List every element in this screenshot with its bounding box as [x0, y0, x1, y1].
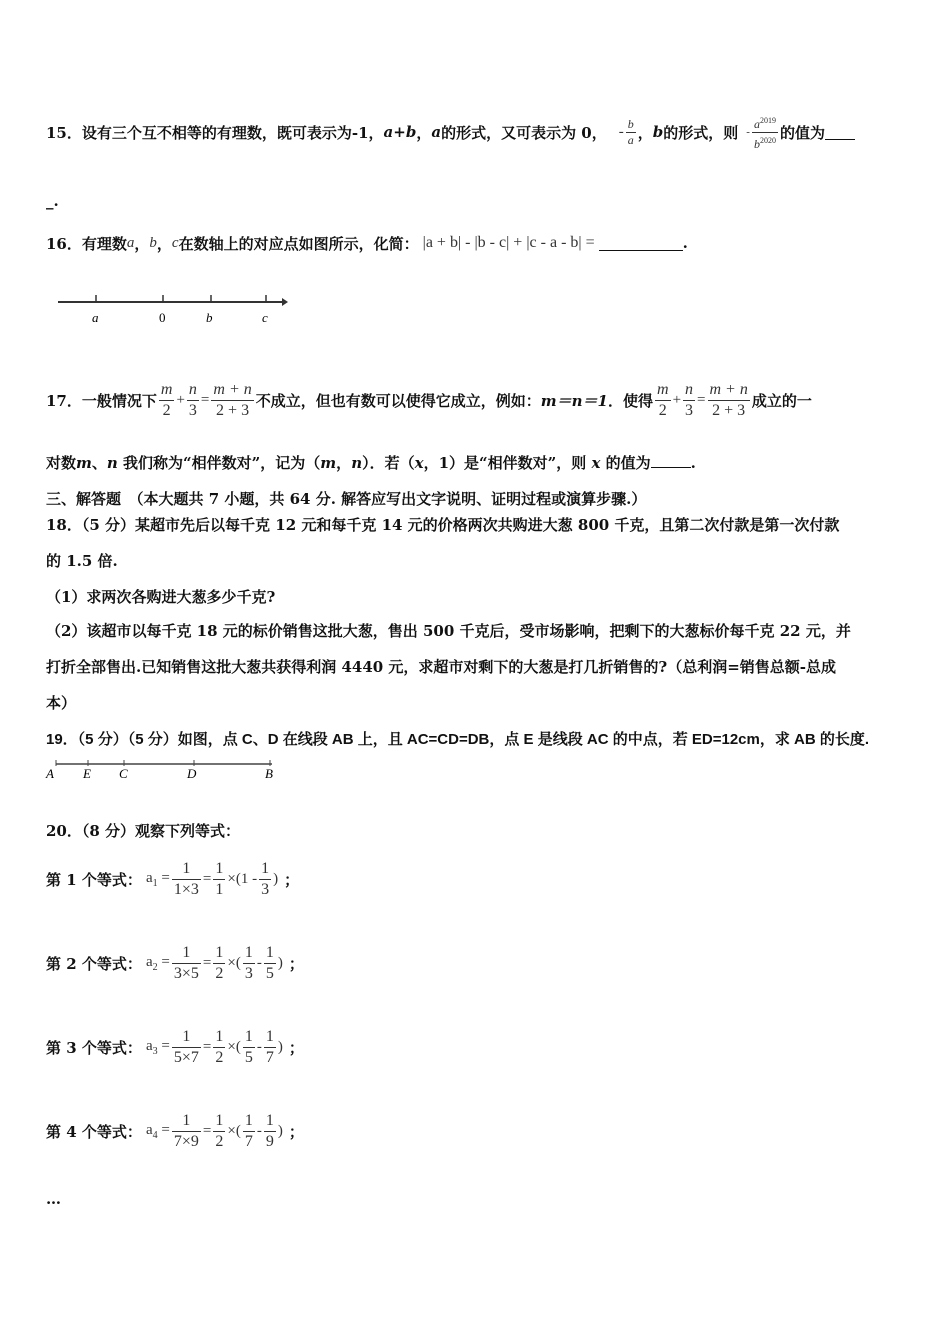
equation-1: 第 1 个等式： $a_1$ = $\frac{1}{1\times 3}$ = $\frac{1}{1}$ ×( 1 - $\frac{1}{3}$ ) ；	[46, 859, 300, 898]
q17-eq-b: =	[697, 391, 706, 408]
axis-label-b: b	[206, 310, 213, 325]
q19-text: 19．（5 分）（5 分）如图，点 C、D 在线段 AB 上，且 AC=CD=DB，点 E 是线段 AC 的中点，若 ED=12cm，求 AB 的长度.	[46, 731, 870, 748]
equation-2-label: 第 2 个等式：	[46, 954, 142, 973]
q15-frac1-den: a	[627, 132, 634, 147]
equation-3-a: $a_3$ =	[146, 1037, 170, 1057]
equation-3-half: $\frac{1}{2}$	[215, 1027, 224, 1066]
q17-text-d: 成立的一	[751, 391, 812, 410]
q16-end: .	[682, 234, 688, 252]
q16-number: 16．	[46, 234, 82, 253]
q16-text-a: 有理数	[81, 234, 127, 253]
q18-line-2: 的 1.5 倍.	[46, 552, 118, 570]
equation-4: 第 4 个等式： $a_4$ = $\frac{1}{7\times 9}$ = $\frac{1}{2}$ ×( $\frac{1}{7}$ - $\frac{1}{9}$ ) ；	[46, 1111, 304, 1150]
equation-1-p2: 3	[261, 880, 270, 898]
q17-end: .	[690, 454, 696, 472]
q16-text-b: 在数轴上的对应点如图所示，化简：	[178, 234, 419, 253]
q17-m: m	[76, 454, 92, 472]
q17-number: 17．	[46, 391, 82, 410]
q16-var-a: a	[126, 234, 135, 251]
q15-frac2	[752, 113, 778, 152]
q15-frac1	[626, 117, 636, 148]
q18-line-5: 打折全部售出.已知销售这批大葱共获得利润 4440 元，求超市对剩下的大葱是打几折销售的?（总利润=销售总额-总成	[46, 658, 837, 676]
seg-label-A: A	[46, 766, 54, 781]
q17-x: x	[414, 454, 424, 472]
q17-n: n	[106, 454, 118, 472]
q17-frac-m2-b	[655, 380, 671, 421]
equation-3-frac: $\frac{1}{5\times 7}$	[173, 1027, 199, 1066]
q15-text-a: 设有三个互不相等的有理数，既可表示为-1，	[81, 123, 384, 142]
q18-line-4: （2）该超市以每千克 18 元的标价销售这批大葱，售出 500 千克后，受市场影响，把剩下的大葱标价每千克 22 元，并	[46, 622, 851, 640]
equation-1-a: $a_1$ =	[146, 869, 170, 889]
q17-frac-sum	[211, 380, 253, 421]
q17-text-a: 一般情况下	[81, 391, 157, 410]
q17-plus: +	[176, 391, 185, 408]
axis-label-c: c	[262, 310, 268, 325]
section-3-heading: 三、解答题 （本大题共 7 小题，共 64 分. 解答应写出文字说明、证明过程或演算步骤.）	[46, 490, 647, 508]
q20-ellipsis: …	[46, 1190, 61, 1208]
q17-plus-b: +	[672, 391, 682, 408]
equation-3-label: 第 3 个等式：	[46, 1038, 142, 1057]
equation-1-den: 1×3	[173, 880, 199, 898]
q17-sep: 、	[91, 454, 107, 472]
q15-a-plus-b: a+b	[383, 123, 417, 141]
q17-frac-m2	[159, 380, 175, 421]
q16-number-line	[56, 290, 288, 330]
equation-4-p2-frac: $\frac{1}{9}$	[265, 1111, 274, 1150]
q15-frac2-num-exp: 2019	[759, 115, 776, 125]
q17-frac-sum-b-num: m + n	[709, 380, 748, 398]
q15-frac1-sign: -	[618, 123, 624, 140]
equation-1-sub: 1	[152, 877, 158, 889]
q17-line2-d: ）．若（	[362, 454, 415, 472]
q17-frac-m2-num: m	[160, 380, 173, 398]
question-16	[46, 228, 688, 258]
equation-4-p2: 9	[265, 1132, 274, 1150]
axis-label-a: a	[92, 310, 99, 325]
equation-3-sub: 3	[152, 1045, 158, 1057]
equation-2-a: $a_2$ =	[146, 953, 170, 973]
equation-3-p1: 5	[244, 1048, 253, 1066]
q17-n-2: n	[351, 454, 363, 472]
q16-sep-1: ，	[134, 234, 150, 253]
q17-frac-m2-b-den: 2	[655, 400, 671, 421]
equation-4-label: 第 4 个等式：	[46, 1122, 142, 1141]
q15-text-e: 的值为	[779, 123, 825, 142]
equation-2-half: $\frac{1}{2}$	[215, 943, 224, 982]
seg-label-E: E	[83, 766, 91, 781]
equation-2-p1-frac: $\frac{1}{3}$	[244, 943, 253, 982]
q17-frac-m2-b-num: m	[657, 380, 669, 398]
q15-number: 15．	[46, 123, 82, 142]
equation-2-p1: 3	[244, 964, 253, 982]
q17-line2-a: 对数	[46, 454, 77, 472]
equation-3-den: 5×7	[173, 1048, 199, 1066]
q15-frac2-den-exp: 2020	[759, 135, 776, 145]
equation-1-half-den: 1	[215, 880, 224, 898]
equation-1-label: 第 1 个等式：	[46, 870, 142, 889]
equation-2-p2-frac: $\frac{1}{5}$	[265, 943, 274, 982]
seg-label-D: D	[187, 766, 197, 781]
q17-example: m＝n＝1	[540, 391, 608, 410]
equation-3: 第 3 个等式： $a_3$ = $\frac{1}{5\times 7}$ = $\frac{1}{2}$ ×( $\frac{1}{5}$ - $\frac{1}{7}$ ) ；	[46, 1027, 304, 1066]
equation-2-frac: $\frac{1}{3\times 5}$	[173, 943, 199, 982]
q17-line2-e: ，1）是“相伴数对”，则	[423, 454, 592, 472]
equation-3-half-den: 2	[215, 1048, 224, 1066]
q17-frac-n3-num: n	[188, 380, 197, 398]
q17-answer-blank	[651, 453, 691, 468]
q15-a: a	[431, 123, 442, 141]
q17-frac-n3-den: 3	[188, 401, 197, 419]
q17-frac-sum-b-den: 2 + 3	[708, 400, 750, 421]
equation-4-sub: 4	[152, 1129, 158, 1141]
q17-frac-m2-den: 2	[159, 400, 175, 421]
q17-line2-b: 我们称为“相伴数对”，记为（	[117, 454, 321, 472]
q17-frac-n3-b	[683, 380, 695, 421]
q18-line-6: 本）	[46, 694, 77, 712]
q17-text-c: ．使得	[607, 391, 653, 410]
question-15	[46, 104, 855, 160]
q15-text-d: 的形式，则	[663, 123, 739, 142]
q16-sep-2: ，	[156, 234, 172, 253]
q20-intro: 20．（8 分）观察下列等式：	[46, 822, 241, 840]
equation-2-den: 3×5	[173, 964, 199, 982]
q17-line2-c: ，	[336, 454, 352, 472]
q16-expression: |a + b| - |b - c| + |c - a - b| =	[422, 234, 595, 251]
q17-line2-f: 的值为	[600, 454, 651, 472]
q18-line-1: 18．（5 分）某超市先后以每千克 12 元和每千克 14 元的价格两次共购进大葱 800 千克，且第二次付款是第一次付款	[46, 516, 840, 534]
q15-text-b: 的形式，又可表示为 0，	[441, 123, 607, 142]
equation-4-half-den: 2	[215, 1132, 224, 1150]
equation-1-p1: 1	[240, 870, 249, 887]
q17-text-b: 不成立，但也有数可以使得它成立，例如：	[255, 391, 541, 410]
equation-4-p1-frac: $\frac{1}{7}$	[244, 1111, 253, 1150]
equation-2-p2: 5	[265, 964, 274, 982]
question-17-line-2	[46, 452, 696, 473]
q19-segment-figure	[44, 758, 280, 786]
q15-answer-blank	[825, 125, 855, 140]
q15-frac2-sign: -	[746, 126, 750, 138]
q16-var-c: c	[171, 234, 179, 251]
q15-frac2-num: a	[753, 116, 760, 131]
q15-frac1-num: b	[627, 116, 634, 131]
q17-m-2: m	[320, 454, 337, 472]
q17-x-2: x	[591, 454, 601, 472]
seg-label-B: B	[265, 766, 273, 781]
q15-text-c: ，	[637, 123, 653, 142]
q18-line-3: （1）求两次各购进大葱多少千克?	[46, 588, 276, 606]
equation-2-half-den: 2	[215, 964, 224, 982]
equation-1-p2-frac: $\frac{1}{3}$	[261, 859, 270, 898]
q17-frac-sum-den: 2 + 3	[211, 400, 253, 421]
equation-4-half: $\frac{1}{2}$	[215, 1111, 224, 1150]
q17-frac-n3	[187, 380, 199, 421]
q16-var-b: b	[149, 234, 157, 251]
q17-frac-sum-num: m + n	[213, 380, 252, 398]
equation-3-p1-frac: $\frac{1}{5}$	[244, 1027, 253, 1066]
q15-comma: ，	[416, 123, 432, 142]
equation-3-p2-frac: $\frac{1}{7}$	[265, 1027, 274, 1066]
equation-1-half: $\frac{1}{1}$	[215, 859, 224, 898]
equation-4-p1: 7	[244, 1132, 253, 1150]
equation-3-p2: 7	[265, 1048, 274, 1066]
equation-4-a: $a_4$ =	[146, 1121, 170, 1141]
q16-answer-blank	[599, 236, 683, 251]
equation-2: 第 2 个等式： $a_2$ = $\frac{1}{3\times 5}$ = $\frac{1}{2}$ ×( $\frac{1}{3}$ - $\frac{1}{5}$ ) ；	[46, 943, 304, 982]
q15-continuation: _.	[46, 192, 59, 210]
q17-frac-n3-b-num: n	[685, 380, 694, 398]
seg-label-C: C	[119, 766, 128, 781]
question-17	[46, 368, 812, 432]
equation-1-frac: $\frac{1}{1\times 3}$	[173, 859, 199, 898]
axis-label-0: 0	[159, 310, 166, 325]
q17-eq: =	[200, 391, 210, 408]
q17-frac-sum-b	[708, 380, 750, 421]
equation-4-frac: $\frac{1}{7\times 9}$	[173, 1111, 199, 1150]
q15-b: b	[652, 123, 664, 141]
equation-4-den: 7×9	[173, 1132, 199, 1150]
number-line-arrow	[282, 298, 288, 306]
equation-2-sub: 2	[152, 961, 158, 973]
q15-frac2-den: b	[753, 136, 760, 151]
q17-frac-n3-b-den: 3	[685, 401, 694, 419]
